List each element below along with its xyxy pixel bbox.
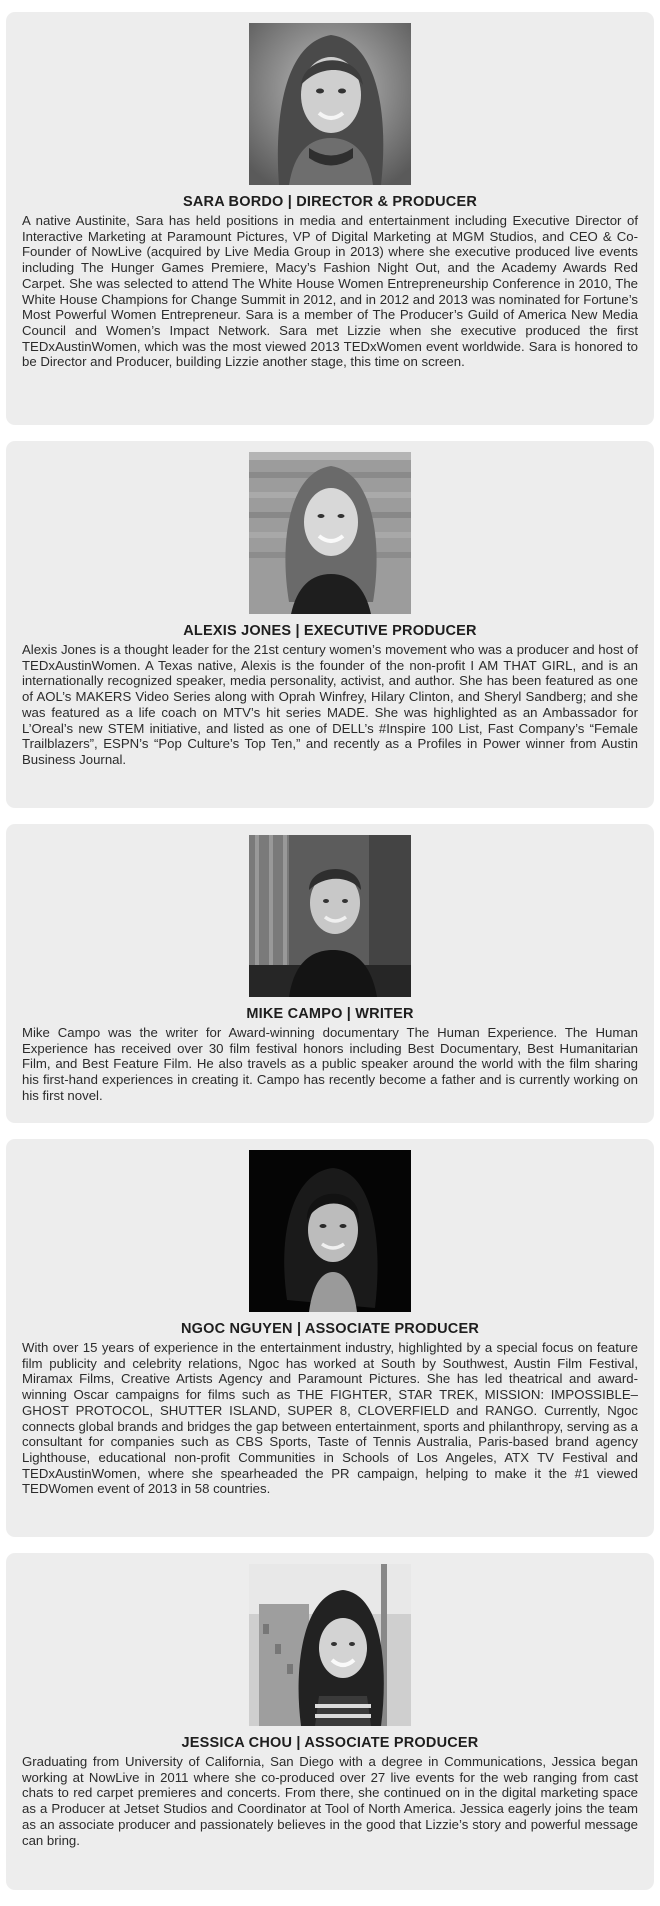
bio-card-alexis-jones [6,441,654,808]
person-bio: Mike Campo was the writer for Award-winning documentary The Human Experience. The Human Experience has received over 30 film festival honors including Best Documentary, Best Humanitarian Film, and Best Feature Film. He also travels as a public speaker around the world with the film sharing his first-hand experiences in creating it. Campo has recently become a father and is currently working on his first novel. [22,1025,638,1103]
person-name-title: NGOC NGUYEN | ASSOCIATE PRODUCER [180,1321,480,1337]
headshot-photo-jessica-chou [249,1564,411,1726]
person-name-title: ALEXIS JONES | EXECUTIVE PRODUCER [183,623,477,639]
headshot-photo-sara-bordo [249,23,411,185]
person-bio: Graduating from University of California, San Diego with a degree in Communications, Jessica began working at NowLive in 2011 where she co-produced over 27 live events for the web ranging from cast chats to red carpet premieres and concerts. From there, she continued on in the digital marketing space as a Producer at Jetset Studios and Coordinator at Tool of North America. Jessica eagerly joins the team as an associate producer and passionately believes in the good that Lizzie’s story and powerful message can bring. [22,1754,638,1848]
bio-card-mike-campo [6,824,654,1123]
person-name-title: SARA BORDO | DIRECTOR & PRODUCER [182,194,478,210]
person-name-title: JESSICA CHOU | ASSOCIATE PRODUCER [181,1735,479,1751]
person-bio: With over 15 years of experience in the entertainment industry, highlighted by a special focus on feature film publicity and celebrity relations, Ngoc has worked at South by Southwest, Austin Film Festival, Miramax Films, Creative Artists Agency and Paramount Pictures. She has led theatrical and award-winning Oscar campaigns for films such as THE FIGHTER, STAR TREK, MISSION: IMPOSSIBLE–GHOST PROTOCOL, SHUTTER ISLAND, SUPER 8, CLOVERFIELD and RANGO. Currently, Ngoc connects global brands and bridges the gap between entertainment, sports and philanthropy, serving as a consultant for companies such as CBS Sports, Taste of Tennis Australia, Paris-based brand agency Lighthouse, educational non-profit Communities in Schools of Los Angeles, ATX TV Festival and TEDxAustinWomen, where she spearheaded the PR campaign, helping to make it the #1 viewed TEDWomen event of 2013 in 58 countries. [22,1340,638,1497]
headshot-photo-mike-campo [249,835,411,997]
headshot-photo-alexis-jones [249,452,411,614]
team-bios-page [6,12,654,1906]
person-bio: Alexis Jones is a thought leader for the 21st century women’s movement who was a producer and host of TEDxAustinWomen. A Texas native, Alexis is the founder of the non-profit I AM THAT GIRL, and is an internationally recognized speaker, media personality, activist, and author. She has been featured as one of AOL’s MAKERS Video Series along with Oprah Winfrey, Hilary Clinton, and Sheryl Sandberg; and she was featured as a life coach on MTV’s hit series MADE. She was highlighted as an Ambassador for L’Oreal’s new STEM initiative, and listed as one of DELL’s #Inspire 100 List, Fast Company’s “Female Trailblazers”, ESPN’s “Pop Culture’s Top Ten,” and recently as a Profiles in Power winner from Austin Business Journal. [22,642,638,767]
person-name-title: MIKE CAMPO | WRITER [246,1006,414,1022]
bio-card-sara-bordo [6,12,654,425]
headshot-photo-ngoc-nguyen [249,1150,411,1312]
bio-card-jessica-chou [6,1553,654,1890]
bio-card-ngoc-nguyen [6,1139,654,1537]
person-bio: A native Austinite, Sara has held positions in media and entertainment including Executive Director of Interactive Marketing at Paramount Pictures, VP of Digital Marketing at MGM Studios, and CEO & Co-Founder of NowLive (acquired by Live Media Group in 2013) where she executive produced live events including The Hunger Games Premiere, Macy’s Fashion Night Out, and the Academy Awards Red Carpet. She was selected to attend The White House Women Entrepreneurship Conference in 2010, The White House Champions for Change Summit in 2012, and in 2012 and 2013 was nominated for Fortune’s Most Powerful Women Entrepreneur. Sara is a member of The Producer’s Guild of America New Media Council and Women’s Impact Network. Sara met Lizzie when she executive produced the first TEDxAustinWomen, which was the most viewed 2013 TEDxWomen event worldwide. Sara is honored to be Director and Producer, building Lizzie another stage, this time on screen. [22,213,638,370]
